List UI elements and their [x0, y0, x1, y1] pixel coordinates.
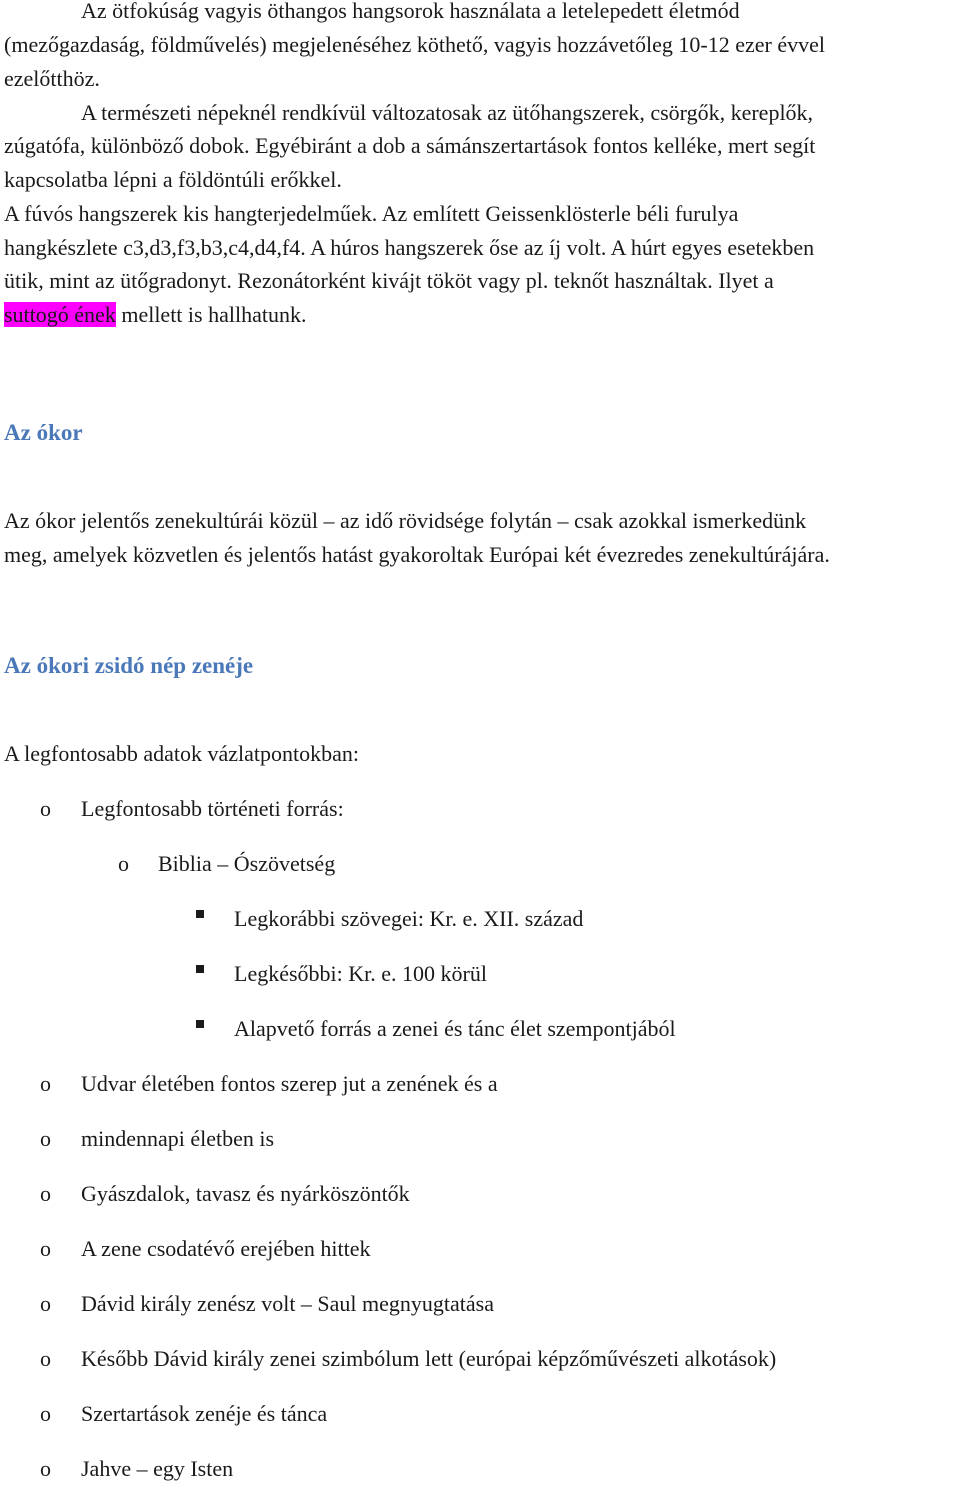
paragraph-line: ezelőtthöz. [4, 66, 100, 91]
paragraph-line: A fúvós hangszerek kis hangterjedelműek. Az említett Geissenklösterle béli furulya [4, 201, 739, 226]
list-item: Később Dávid király zenei szimbólum lett (európai képzőművészeti alkotások) [81, 1346, 777, 1371]
paragraph-line: (mezőgazdaság, földművelés) megjelenéséhez köthető, vagyis hozzávetőleg 10-12 ezer évvel [4, 32, 825, 57]
list-item: Gyászdalok, tavasz és nyárköszöntők [81, 1181, 410, 1206]
list-item: Legkésőbbi: Kr. e. 100 körül [234, 961, 487, 986]
bullet-marker: o [40, 1181, 51, 1206]
list-item: Alapvető forrás a zenei és tánc élet szempontjából [234, 1016, 676, 1041]
list-item: Legfontosabb történeti forrás: [81, 796, 344, 821]
bullet-marker: o [40, 796, 51, 821]
paragraph-line: zúgatófa, különböző dobok. Egyébiránt a dob a sámánszertartások fontos kelléke, mert segít [4, 133, 816, 158]
bullet-marker: o [40, 1456, 51, 1481]
paragraph-line: hangkészlete c3,d3,f3,b3,c4,d4,f4. A húros hangszerek őse az íj volt. A húrt egyes esetekben [4, 235, 815, 260]
bullet-marker: o [40, 1236, 51, 1261]
paragraph-line: kapcsolatba lépni a földöntúli erőkkel. [4, 167, 342, 192]
list-item: Dávid király zenész volt – Saul megnyugtatása [81, 1291, 494, 1316]
paragraph-line [4, 298, 306, 332]
bullet-marker: o [40, 1126, 51, 1151]
list-item: mindennapi életben is [81, 1126, 275, 1151]
bullet-marker: o [40, 1346, 51, 1371]
paragraph-line: Az ókor jelentős zenekultúrái közül – az idő rövidsége folytán – csak azokkal ismerkedünk [4, 508, 807, 533]
square-bullet-icon [196, 1020, 204, 1028]
section-heading-zsido: Az ókori zsidó nép zenéje [4, 653, 254, 678]
paragraph-line: A természeti népeknél rendkívül változatosak az ütőhangszerek, csörgők, kereplők, [81, 100, 814, 125]
bullet-marker: o [40, 1291, 51, 1316]
highlighted-text: suttogó ének [4, 302, 116, 327]
square-bullet-icon [196, 910, 204, 918]
list-intro: A legfontosabb adatok vázlatpontokban: [4, 741, 359, 766]
list-item: Legkorábbi szövegei: Kr. e. XII. század [234, 906, 584, 931]
list-item: Biblia – Ószövetség [158, 851, 336, 876]
bullet-marker: o [40, 1401, 51, 1426]
list-item: Udvar életében fontos szerep jut a zenének és a [81, 1071, 498, 1096]
list-item: Jahve – egy Isten [81, 1456, 234, 1481]
section-heading-okor: Az ókor [4, 420, 83, 445]
bullet-marker: o [40, 1071, 51, 1096]
square-bullet-icon [196, 965, 204, 973]
paragraph-text: mellett is hallhatunk. [115, 302, 307, 327]
list-item: Szertartások zenéje és tánca [81, 1401, 328, 1426]
bullet-marker: o [118, 851, 129, 876]
paragraph-line: Az ötfokúság vagyis öthangos hangsorok használata a letelepedett életmód [81, 0, 740, 23]
paragraph-line: ütik, mint az ütőgradonyt. Rezonátorként kivájt tököt vagy pl. teknőt használtak. Ilyet a [4, 268, 774, 293]
list-item: A zene csodatévő erejében hittek [81, 1236, 371, 1261]
paragraph-line: meg, amelyek közvetlen és jelentős hatást gyakoroltak Európai két évezredes zenekultúrájára. [4, 542, 830, 567]
